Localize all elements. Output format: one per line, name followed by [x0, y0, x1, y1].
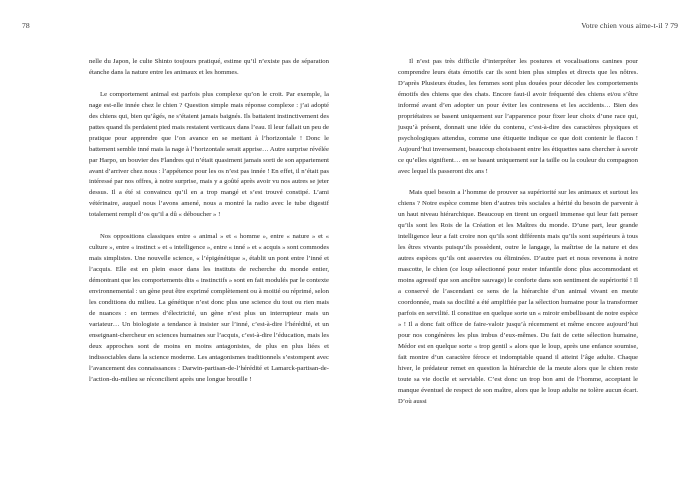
left-paragraph-3: Nos oppositions classiques entre « animal » et « homme », entre « nature » et « culture », entre « instinct » et « intelligence », entre « inné » et « acquis » sont commodes mais simplistes. Une nouvelle science, « l’épigénétique », établit un pont entre l’inné et l’acquis. Elle est en plein essor dans les instituts de recherche du monde entier, démontrant que les comportements dits « instinctifs » sont en fait modulés par le contexte environnemental : un gène peut être exprimé complètement ou à moitié ou réprimé, selon les conditions du milieu. La génétique n’est donc plus une science du tout ou rien mais de nuances : en termes d’électricité, un gène n’est plus un interrupteur mais un variateur… Un biologiste a tendance à insister sur l’inné, c’est-à-dire l’hérédité, et un enseignant-chercheur en sciences humaines sur l’acquis, c’est-à-dire l’éducation, mais les deux approches sont de moins en moins antagonistes, de plus en plus liées et indissociables dans la science moderne. Les antagonismes traditionnels s’estompent avec l’avancement des connaissances : Darwin-partisan-de-l’hérédité et Lamarck-partisan-de-l’action-du-milieu se réconcilient après une longue brouille ! [89, 233, 329, 383]
left-page-body [89, 57, 329, 386]
left-paragraph-2: Le comportement animal est parfois plus complexe qu’on le croit. Par exemple, la nage est-elle innée chez le chien ? Question simple mais réponse complexe : j’ai adopté des chiens qui, bien qu’âgés, ne s’étaient jamais baignés. Ils battaient instinctivement des pattes quand ils perdaient pied mais restaient verticaux dans l’eau. Il leur fallait un peu de pratique pour apprendre que l’on avance en se mettant à l’horizontale ! Donc le battement semble inné mais la nage à l’horizontale serait apprise… Autre surprise révélée par Harpo, un bouvier des Flandres qui n’était quasiment jamais sorti de son appartement avant d’arriver chez nous : l’appétence pour les os n’est pas innée ! En effet, il n’était pas intéressé par nos offres, à notre surprise, mais y a goûté après avoir vu nos autres se jeter dessus. Il a été si convaincu qu’il en a trop mangé et s’est trouvé constipé. L’ami vétérinaire, auquel nous l’avons amené, nous a montré la radio avec le tube digestif totalement rempli d’os qu’il a dû « déboucher » ! [89, 90, 329, 219]
left-page-number: 78 [22, 21, 30, 30]
right-running-head: Votre chien vous aime-t-il ? 79 [581, 21, 678, 30]
left-paragraph-1: nelle du Japon, le culte Shinto toujours pratiqué, estime qu’il n’existe pas de séparation étanche dans la nature entre les animaux et les hommes. [89, 58, 329, 76]
right-paragraph-2: Mais quel besoin a l’homme de prouver sa supériorité sur les animaux et surtout les chiens ? Notre espèce comme bien d’autres très sociales a hérité du besoin de parvenir à un haut niveau hiérarchique. Beaucoup en tirent un orgueil immense qui leur fait penser qu’ils sont les Rois de la Création et les Maîtres du monde. D’une part, leur grande intelligence leur a fait croire non qu’ils sont différents mais qu’ils sont supérieurs à tous les êtres vivants puisqu’ils possèdent, outre le langage, la maîtrise de la nature et des autres espèces qu’ils ont asservies ou éliminées. D’autre part et nous revenons à notre mascotte, le chien (ce loup sélectionné pour rester infantile donc plus accommodant et moins agressif que son ancêtre sauvage) le conforte dans son sentiment de supériorité ! Il a conservé de l’ascendant ce sens de la hiérarchie d’un animal vivant en meute coordonnée, mais sa docilité a été amplifiée par la sélection humaine pour la transformer parfois en servilité. Il constitue en quelque sorte un « miroir embellissant de notre espèce » ! Il a donc fait office de faire-valoir jusqu’à récemment et même encore aujourd’hui pour nos congénères les plus imbus d’eux-mêmes. Du fait de cette sélection humaine, Médor est en quelque sorte « trop gentil » alors que le loup, après une enfance soumise, fait montre d’un caractère féroce et indomptable quand il atteint l’âge adulte. Chaque hiver, le prédateur remet en question la hiérarchie de la meute alors que le chien reste toute sa vie docile et serviable. C’est donc un trop bon ami de l’homme, acceptant le manque éventuel de respect de son maître, alors que le loup adulte ne tolère aucun écart. D’où aussi [398, 189, 638, 405]
right-paragraph-1: Il n’est pas très difficile d’interpréter les postures et vocalisations canines pour comprendre leurs états émotifs car ils sont bien plus simples et directs que les nôtres. D’après Plusieurs études, les femmes sont plus douées pour décoder les comportements émotifs des chiens que des chats. Encore faut-il avoir fréquenté des chiens et/ou s’être informé avant d’en adopter un pour éviter les contresens et les accidents… Bien des propriétaires se basent uniquement sur l’apparence pour fixer leur choix d’une race qui, jusqu’à présent, donnait une idée du contenu, c’est-à-dire des caractères physiques et psychologiques attendus, comme une étiquette indique ce que doit contenir le flacon ! Aujourd’hui inversement, beaucoup choisissent entre les étiquettes sans chercher à savoir ce qu’elles signifient… en se basant uniquement sur la taille ou la couleur du compagnon avec lequel ils passeront dix ans ! [398, 58, 638, 175]
right-page-body [398, 57, 638, 407]
